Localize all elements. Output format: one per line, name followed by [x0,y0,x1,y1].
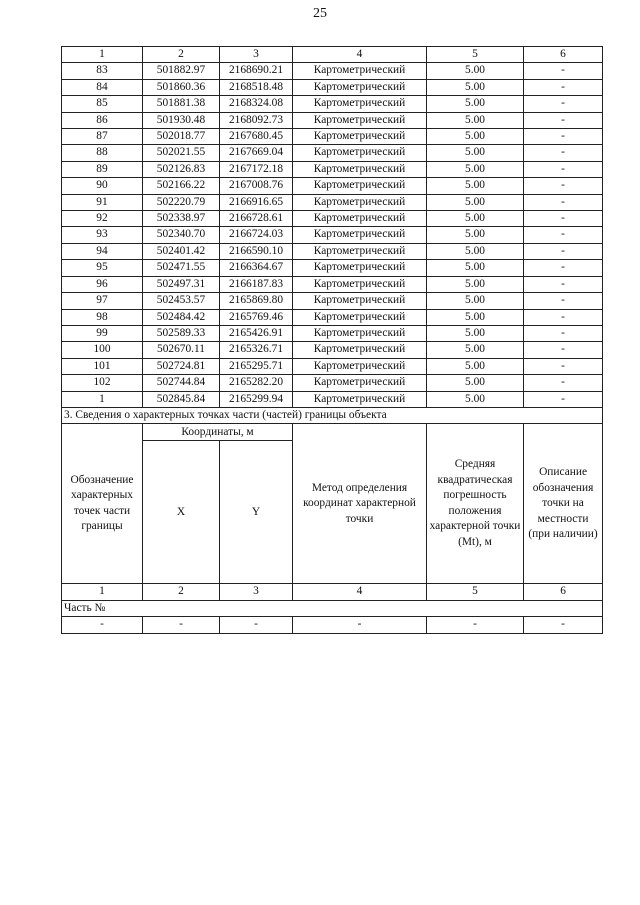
table-cell: 502589.33 [143,325,220,341]
table-cell: Картометрический [293,129,427,145]
header-method: Метод определения координат характерной точки [293,424,427,584]
table-cell: 1 [62,391,143,407]
table-cell: - [524,325,603,341]
table-cell: 2165869.80 [220,293,293,309]
table-cell: Картометрический [293,145,427,161]
table-cell: 501860.36 [143,79,220,95]
table-cell: 5.00 [427,96,524,112]
table-cell: 85 [62,96,143,112]
page-number: 25 [313,6,327,21]
table-cell: - [524,211,603,227]
table-cell: 2168092.73 [220,112,293,128]
column-number: 2 [143,584,220,600]
table-cell: - [524,145,603,161]
table-cell: 2168518.48 [220,79,293,95]
table-cell: 5.00 [427,375,524,391]
column-number: 6 [524,584,603,600]
table-row [62,145,603,161]
table-cell: 2167172.18 [220,161,293,177]
table-cell: - [524,391,603,407]
table-cell: 502724.81 [143,358,220,374]
column-number: 4 [293,47,427,63]
empty-data-row [62,617,603,633]
table-cell: Картометрический [293,243,427,259]
column-number: 1 [62,584,143,600]
table-cell: 5.00 [427,63,524,79]
table-row [62,375,603,391]
part-points-table [61,407,603,634]
table-cell: 87 [62,129,143,145]
table-cell: 501882.97 [143,63,220,79]
table-cell: Картометрический [293,358,427,374]
table-cell: 2166590.10 [220,243,293,259]
section-title: 3. Сведения о характерных точках части (частей) границы объекта [62,408,603,424]
table-cell: Картометрический [293,375,427,391]
table-cell: - [524,112,603,128]
header-y: Y [220,441,293,584]
table-cell: 2167680.45 [220,129,293,145]
table-cell: Картометрический [293,194,427,210]
table-cell: - [524,293,603,309]
table-cell: 91 [62,194,143,210]
column-number: 6 [524,47,603,63]
table-row [62,79,603,95]
table-cell: - [524,358,603,374]
table-cell: 5.00 [427,293,524,309]
column-number: 5 [427,47,524,63]
table-cell: 5.00 [427,145,524,161]
part-label: Часть № [62,600,603,616]
column-number: 3 [220,584,293,600]
table-cell: 84 [62,79,143,95]
table-cell: 5.00 [427,211,524,227]
table-cell: Картометрический [293,227,427,243]
table-cell: 502670.11 [143,342,220,358]
table-cell: - [524,178,603,194]
table-cell: 502126.83 [143,161,220,177]
table-cell: - [524,617,603,633]
table-cell: 2165282.20 [220,375,293,391]
table-cell: 5.00 [427,325,524,341]
table-cell: - [524,276,603,292]
table-cell: 501930.48 [143,112,220,128]
table-cell: 2165295.71 [220,358,293,374]
column-numbers-row [62,584,603,600]
column-number: 2 [143,47,220,63]
table-cell: 92 [62,211,143,227]
table-cell: Картометрический [293,161,427,177]
table-cell: 5.00 [427,309,524,325]
column-number: 4 [293,584,427,600]
table-cell: 502497.31 [143,276,220,292]
table-cell: 2166364.67 [220,260,293,276]
table-cell: 502401.42 [143,243,220,259]
table-cell: 89 [62,161,143,177]
table-cell: - [62,617,143,633]
column-number: 1 [62,47,143,63]
table-cell: - [524,129,603,145]
table-row [62,243,603,259]
table-cell: 95 [62,260,143,276]
column-number: 3 [220,47,293,63]
table-cell: 5.00 [427,358,524,374]
table-cell: 5.00 [427,129,524,145]
table-cell: 5.00 [427,161,524,177]
header-row [62,424,603,441]
table-cell: 96 [62,276,143,292]
table-cell: 5.00 [427,391,524,407]
table-cell: 2168690.21 [220,63,293,79]
header-designation: Обозначение характерных точек части границы [62,424,143,584]
table-cell: 5.00 [427,79,524,95]
table-cell: 5.00 [427,342,524,358]
table-cell: 501881.38 [143,96,220,112]
header-coordinates: Координаты, м [143,424,293,441]
table-cell: 86 [62,112,143,128]
table-row [62,227,603,243]
table-cell: Картометрический [293,293,427,309]
table-cell: 93 [62,227,143,243]
table-cell: Картометрический [293,96,427,112]
part-label-row [62,600,603,616]
table-cell: 5.00 [427,243,524,259]
table-cell: 2165299.94 [220,391,293,407]
table-cell: - [524,161,603,177]
table-row [62,96,603,112]
table-cell: - [524,342,603,358]
points-table-body [62,47,603,408]
points-table [61,46,603,408]
table-cell: 101 [62,358,143,374]
table-cell: Картометрический [293,178,427,194]
table-cell: - [143,617,220,633]
table-cell: 2166728.61 [220,211,293,227]
table-cell: 502338.97 [143,211,220,227]
table-cell: 2166187.83 [220,276,293,292]
table-cell: 88 [62,145,143,161]
table-cell: Картометрический [293,79,427,95]
table-row [62,112,603,128]
table-cell: Картометрический [293,309,427,325]
table-cell: - [524,96,603,112]
table-cell: Картометрический [293,260,427,276]
table-row [62,276,603,292]
table-cell: Картометрический [293,211,427,227]
table-row [62,161,603,177]
table-row [62,358,603,374]
table-row [62,178,603,194]
table-row [62,260,603,276]
table-cell: - [524,227,603,243]
table-cell: 2168324.08 [220,96,293,112]
table-cell: Картометрический [293,63,427,79]
table-cell: 100 [62,342,143,358]
table-cell: - [524,243,603,259]
column-numbers-row [62,47,603,63]
table-cell: 502021.55 [143,145,220,161]
table-cell: 502340.70 [143,227,220,243]
header-description: Описание обозначения точки на местности (при наличии) [524,424,603,584]
table-cell: Картометрический [293,342,427,358]
table-cell: 5.00 [427,178,524,194]
column-number: 5 [427,584,524,600]
table-cell: 2165769.46 [220,309,293,325]
table-cell: 102 [62,375,143,391]
table-cell: 90 [62,178,143,194]
table-cell: 83 [62,63,143,79]
table-cell: 502845.84 [143,391,220,407]
table-cell: - [524,79,603,95]
table-row [62,391,603,407]
table-cell: - [220,617,293,633]
table-cell: 502220.79 [143,194,220,210]
table-cell: 502018.77 [143,129,220,145]
table-cell: - [524,260,603,276]
table-cell: Картометрический [293,391,427,407]
table-cell: - [524,309,603,325]
table-cell: 502453.57 [143,293,220,309]
table-cell: 502744.84 [143,375,220,391]
table-row [62,63,603,79]
table-cell: - [524,375,603,391]
table-cell: 2167669.04 [220,145,293,161]
table-cell: Картометрический [293,112,427,128]
table-cell: 2165326.71 [220,342,293,358]
section-title-row [62,408,603,424]
table-cell: 98 [62,309,143,325]
table-cell: Картометрический [293,276,427,292]
table-cell: 2167008.76 [220,178,293,194]
table-cell: 502166.22 [143,178,220,194]
table-row [62,325,603,341]
table-cell: Картометрический [293,325,427,341]
table-row [62,194,603,210]
table-cell: 5.00 [427,260,524,276]
table-cell: 5.00 [427,112,524,128]
table-cell: 502484.42 [143,309,220,325]
table-row [62,309,603,325]
header-accuracy: Средняя квадратическая погрешность положения характерной точки (Mt), м [427,424,524,584]
table-cell: 5.00 [427,227,524,243]
table-cell: 2166724.03 [220,227,293,243]
table-cell: 2166916.65 [220,194,293,210]
table-cell: 5.00 [427,276,524,292]
table-row [62,342,603,358]
table-cell: - [524,63,603,79]
table-cell: - [524,194,603,210]
table-cell: 2165426.91 [220,325,293,341]
table-cell: 99 [62,325,143,341]
table-row [62,293,603,309]
table-cell: 97 [62,293,143,309]
table-cell: - [427,617,524,633]
table-row [62,211,603,227]
table-cell: - [293,617,427,633]
table-cell: 94 [62,243,143,259]
table-cell: 5.00 [427,194,524,210]
table-cell: 502471.55 [143,260,220,276]
table-row [62,129,603,145]
header-x: X [143,441,220,584]
